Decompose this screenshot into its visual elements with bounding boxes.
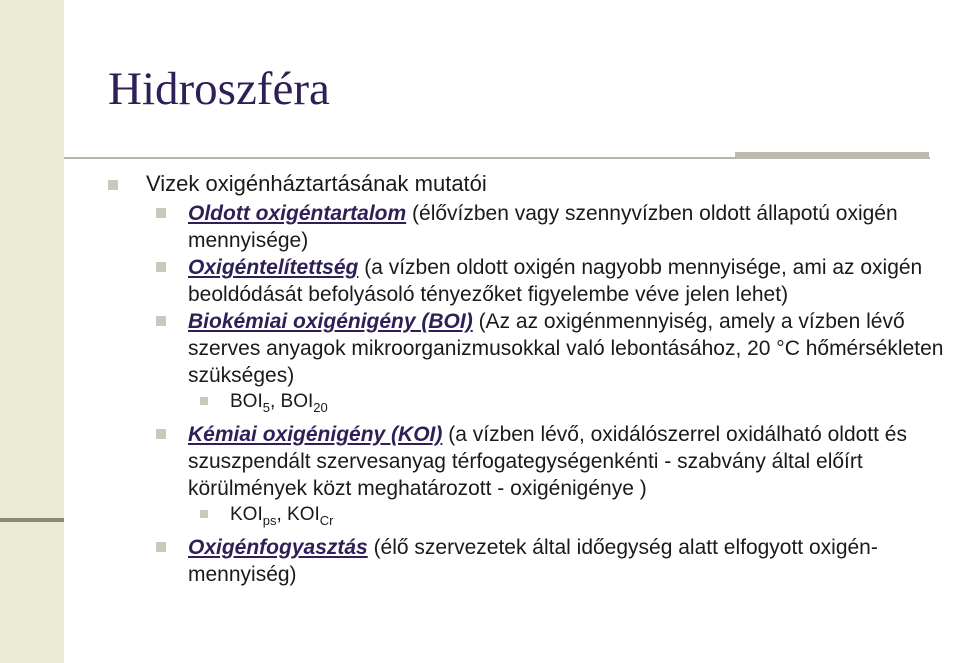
item-description: (a vízben oldott oxigén nagyobb mennyisége, ami az oxigén beoldódását befolyásoló tényezőket figyelembe véve jelen lehet) <box>188 256 923 306</box>
koi-variant: $KOI_{Cr}$ <box>287 503 334 528</box>
square-bullet-icon <box>156 429 166 439</box>
list-item <box>156 534 948 588</box>
slide-sidebar <box>0 0 64 663</box>
sub-list-item-boi <box>200 389 948 421</box>
item-term: Oxigéntelítettség <box>188 256 359 279</box>
square-bullet-icon <box>156 208 166 218</box>
square-bullet-icon <box>200 510 208 518</box>
list-item <box>156 200 948 254</box>
square-bullet-icon <box>156 316 166 326</box>
list-item <box>156 421 948 502</box>
square-bullet-icon <box>156 542 166 552</box>
slide-title: Hidroszféra <box>108 63 330 115</box>
square-bullet-icon <box>200 397 208 405</box>
separator: , <box>276 503 288 525</box>
square-bullet-icon <box>108 180 118 190</box>
square-bullet-icon <box>156 262 166 272</box>
list-item <box>156 254 948 308</box>
koi-variant: $KOI_{ps}$ <box>230 503 277 528</box>
item-description: (élővízben vagy szennyvízben oldott állapotú oxigén mennyisége) <box>188 202 898 252</box>
main-bullet-item <box>108 171 948 197</box>
item-term: Kémiai oxigénigény (KOI) <box>188 422 443 446</box>
item-term: Biokémiai oxigénigény (BOI) <box>188 310 473 333</box>
title-divider-accent <box>735 152 929 159</box>
main-bullet-text: Vizek oxigénháztartásának mutatói <box>146 171 487 196</box>
item-term: Oldott oxigéntartalom <box>188 202 407 225</box>
boi-variant: $BOI_5$ <box>230 391 270 415</box>
slide-body <box>108 168 948 588</box>
list-item <box>156 308 948 389</box>
item-description: (élő szervezetek által időegység alatt elfogyott oxigén-mennyiség) <box>188 535 878 586</box>
item-description: (a vízben lévő, oxidálószerrel oxidálható oldott és szuszpendált szervesanyag térfogategységenkénti - szabvány által előírt körülmények közt meghatározott - oxigénigénye ) <box>188 422 907 500</box>
separator: , <box>269 391 281 412</box>
sidebar-accent-line <box>0 518 64 522</box>
sub-list-item-koi <box>200 502 948 534</box>
boi-variant: $BOI_{20}$ <box>280 391 328 415</box>
item-description: (Az az oxigénmennyiség, amely a vízben lévő szerves anyagok mikroorganizmusokkal való lebontásához, 20 °C hőmérsékleten szükséges) <box>188 310 944 387</box>
item-term: Oxigénfogyasztás <box>188 535 368 559</box>
